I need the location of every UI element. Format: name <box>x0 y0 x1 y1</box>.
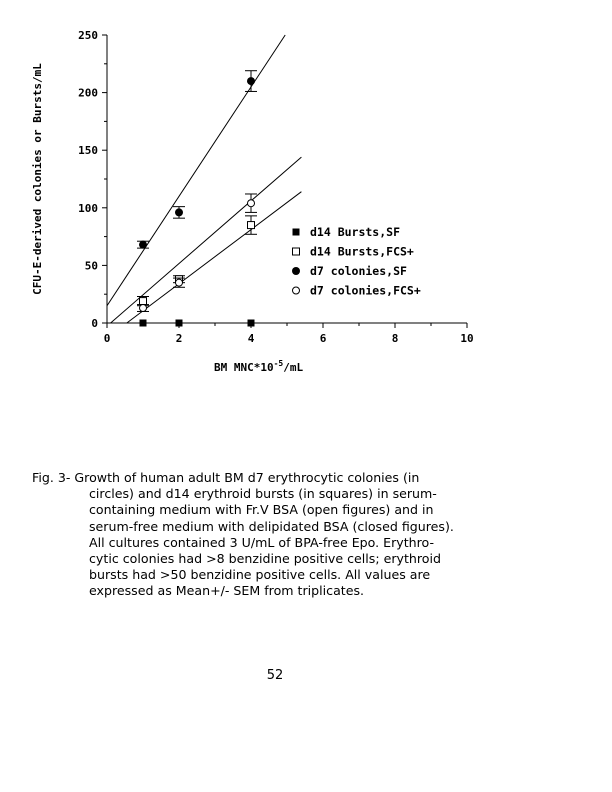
caption-body <box>32 486 502 599</box>
data-point <box>247 77 255 85</box>
y-tick-label: 50 <box>84 259 98 273</box>
fit-line <box>107 35 285 306</box>
data-point <box>140 298 147 305</box>
data-point <box>139 241 147 249</box>
page-number: 52 <box>266 668 284 683</box>
y-axis-label: CFU-E-derived colonies or Bursts/mL <box>31 63 44 295</box>
legend-marker <box>292 267 300 275</box>
y-tick-label: 150 <box>78 144 98 158</box>
data-points <box>137 71 257 327</box>
x-tick-label: 8 <box>391 332 399 345</box>
legend-marker <box>293 248 300 255</box>
legend-label: d7 colonies,SF <box>310 264 407 278</box>
data-point <box>248 320 255 327</box>
legend-marker <box>293 229 300 236</box>
y-tick-label: 200 <box>78 86 98 100</box>
series-filled-circle <box>137 71 257 249</box>
data-point <box>140 305 147 312</box>
x-tick-label: 4 <box>247 332 255 345</box>
caption-first-line: Fig. 3- Growth of human adult BM d7 erythrocytic colonies (in <box>32 470 420 485</box>
fit-line <box>127 192 302 323</box>
data-point <box>140 320 147 327</box>
legend-label: d14 Bursts,SF <box>310 225 401 239</box>
figure-caption <box>32 470 502 600</box>
y-tick-label: 0 <box>91 317 98 330</box>
legend <box>292 225 421 298</box>
caption-line: cytic colonies had >8 benzidine positive cells; erythroid <box>89 551 441 567</box>
legend-label: d14 Bursts,FCS+ <box>310 244 414 259</box>
y-tick-label: 250 <box>78 29 98 42</box>
x-axis-label: BM $MNC*10^{-5}/mL$ <box>214 359 304 374</box>
y-tick-label: 100 <box>78 201 98 215</box>
data-point <box>176 279 183 286</box>
x-tick-label: 0 <box>103 332 111 345</box>
caption-line: circles) and d14 erythroid bursts (in squares) in serum- <box>89 486 437 502</box>
x-tick-label: 6 <box>319 332 327 345</box>
caption-line: All cultures contained 3 U/mL of BPA-free Epo. Erythro- <box>89 534 435 550</box>
ticks <box>78 29 474 345</box>
caption-line: bursts had >50 benzidine positive cells. All values are <box>89 567 431 583</box>
series-open-square <box>137 216 257 306</box>
legend-marker <box>293 287 300 294</box>
data-point <box>176 320 183 327</box>
data-point <box>248 222 255 229</box>
legend-label: d7 colonies,FCS+ <box>310 283 421 298</box>
caption-line: expressed as Mean+/- SEM from triplicates. <box>89 583 365 599</box>
x-tick-label: 10 <box>460 332 474 345</box>
data-point <box>175 208 183 216</box>
caption-label: Fig. 3- <box>32 470 71 485</box>
caption-line: serum-free medium with delipidated BSA (closed figures). <box>89 518 454 534</box>
x-tick-label: 2 <box>175 332 183 345</box>
data-point <box>248 200 255 207</box>
fit-lines <box>107 35 301 323</box>
caption-line: containing medium with Fr.V BSA (open figures) and in <box>89 502 434 518</box>
